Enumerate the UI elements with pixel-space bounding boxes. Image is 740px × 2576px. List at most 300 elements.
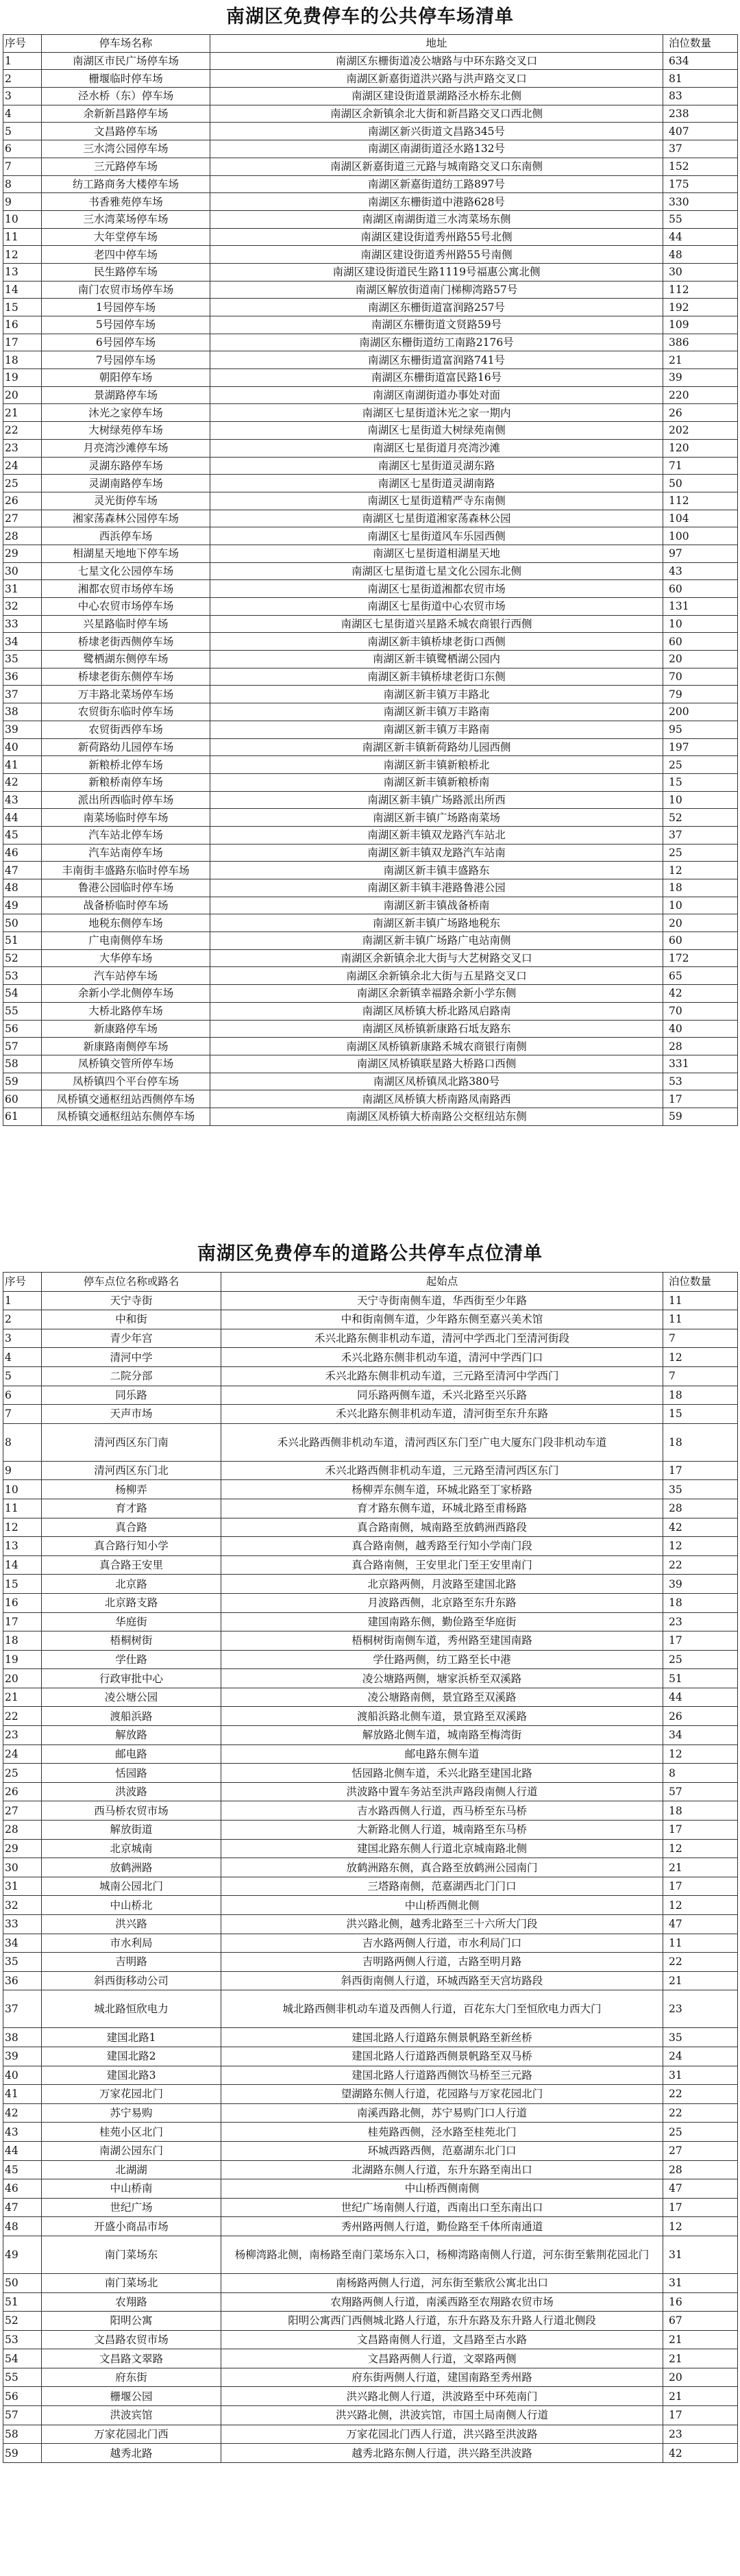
space-count: 20 [663, 914, 738, 932]
row-number: 25 [3, 475, 42, 492]
lot-name: 兴星路临时停车场 [42, 615, 210, 633]
space-count: 28 [663, 1499, 738, 1518]
lot-address: 南湖区南湖街道办事处对面 [210, 386, 663, 404]
point-location: 万家花园北门西人行道，洪兴路至洪波路 [221, 2425, 663, 2444]
lot-address: 南湖区解放街道南门梯柳湾路57号 [210, 281, 663, 299]
point-name: 西马桥农贸市场 [42, 1801, 221, 1821]
space-count: 37 [663, 140, 738, 158]
header-name: 停车场名称 [42, 35, 210, 53]
table-row [3, 386, 738, 404]
space-count: 197 [663, 738, 738, 756]
lot-name: 桥埭老街西侧停车场 [42, 633, 210, 651]
row-number: 50 [3, 914, 42, 932]
lot-address: 南湖区七星街道湘家荡森林公园 [210, 510, 663, 527]
point-name: 解放路 [42, 1726, 221, 1745]
lot-address: 南湖区七星街道兴星路禾城农商银行西侧 [210, 615, 663, 633]
table-row [3, 2312, 738, 2331]
table-row [3, 2273, 738, 2292]
row-number: 59 [3, 1073, 42, 1090]
table-row [3, 651, 738, 668]
point-name: 斜西街移动公司 [42, 1971, 221, 1990]
table-row [3, 510, 738, 527]
lot-name: 鹭栖湖东侧停车场 [42, 651, 210, 668]
row-number: 6 [3, 140, 42, 158]
space-count: 44 [663, 228, 738, 246]
space-count: 39 [663, 1575, 738, 1594]
point-name: 北京路支路 [42, 1593, 221, 1612]
lot-address: 南湖区七星街道沐光之家一期内 [210, 404, 663, 422]
space-count: 67 [663, 2312, 738, 2331]
space-count: 57 [663, 1782, 738, 1801]
lot-address: 南湖区新丰镇桥埭老街口西侧 [210, 633, 663, 651]
lot-name: 派出所西临时停车场 [42, 791, 210, 809]
space-count: 35 [663, 1480, 738, 1499]
row-number: 32 [3, 1896, 42, 1915]
road-points-table [3, 1272, 738, 2463]
row-number: 39 [3, 721, 42, 738]
point-location: 凌公塘路两侧，塘家浜桥至双溪路 [221, 1669, 663, 1688]
point-name: 世纪广场 [42, 2198, 221, 2217]
space-count: 47 [663, 1915, 738, 1934]
lot-name: 七星文化公园停车场 [42, 562, 210, 580]
lot-address: 南湖区余新镇余北大街与五星路交叉口 [210, 967, 663, 985]
point-name: 清河中学 [42, 1348, 221, 1367]
row-number: 32 [3, 598, 42, 616]
table-row [3, 2028, 738, 2047]
lot-address: 南湖区新丰镇万丰路北 [210, 686, 663, 703]
table-row [3, 2406, 738, 2425]
lot-name: 5号园停车场 [42, 316, 210, 334]
table-row [3, 1038, 738, 1055]
space-count: 26 [663, 404, 738, 422]
space-count: 60 [663, 580, 738, 598]
point-location: 梧桐树街南侧车道，秀州路至建国南路 [221, 1631, 663, 1651]
row-number: 50 [3, 2273, 42, 2292]
lot-name: 灵光街停车场 [42, 492, 210, 510]
row-number: 29 [3, 545, 42, 562]
point-name: 洪波宾馆 [42, 2406, 221, 2425]
table-row [3, 703, 738, 721]
row-number: 56 [3, 1020, 42, 1038]
space-count: 152 [663, 158, 738, 175]
table-row [3, 2103, 738, 2123]
header-count: 泊位数量 [663, 1273, 738, 1292]
point-location: 杨柳湾路北侧，南杨路至南门菜场东入口，杨柳湾路南侧人行道，河东街至紫荆花园北门 [221, 2236, 663, 2273]
point-name: 梧桐树街 [42, 1631, 221, 1651]
lot-address: 南湖区余新镇余北大街与大艺树路交叉口 [210, 949, 663, 967]
table-row [3, 369, 738, 387]
space-count: 17 [663, 2198, 738, 2217]
row-number: 11 [3, 228, 42, 246]
table-row [3, 1291, 738, 1310]
table-row [3, 457, 738, 475]
point-name: 文昌路文翠路 [42, 2349, 221, 2368]
row-number: 8 [3, 175, 42, 193]
point-location: 禾兴北路东侧非机动车道，清河街至东升东路 [221, 1405, 663, 1424]
point-name: 北京路 [42, 1575, 221, 1594]
space-count: 44 [663, 1688, 738, 1707]
row-number: 28 [3, 1821, 42, 1840]
point-location: 建国北路人行道路西侧饮马桥至三元路 [221, 2066, 663, 2085]
row-number: 52 [3, 949, 42, 967]
lot-name: 相湖星天地地下停车场 [42, 545, 210, 562]
table-row [3, 914, 738, 932]
lot-name: 万丰路北菜场停车场 [42, 686, 210, 703]
lot-name: 灵湖南路停车场 [42, 475, 210, 492]
space-count: 12 [663, 1537, 738, 1556]
lot-address: 南湖区新丰镇双龙路汽车站南 [210, 844, 663, 862]
table-row [3, 2123, 738, 2142]
lot-name: 中心农贸市场停车场 [42, 598, 210, 616]
space-count: 10 [663, 791, 738, 809]
row-number: 33 [3, 1915, 42, 1934]
table-row [3, 1386, 738, 1405]
space-count: 25 [663, 1650, 738, 1669]
space-count: 26 [663, 1707, 738, 1726]
row-number: 12 [3, 246, 42, 264]
lot-name: 新粮桥北停车场 [42, 756, 210, 774]
point-location: 北京路两侧，月波路至建国北路 [221, 1575, 663, 1594]
lot-address: 南湖区新丰镇广场路派出所西 [210, 791, 663, 809]
row-number: 19 [3, 1650, 42, 1669]
table-row [3, 193, 738, 211]
space-count: 42 [663, 1518, 738, 1537]
space-count: 28 [663, 2160, 738, 2179]
point-location: 放鹤洲路东侧，真合路至放鹤洲公园南门 [221, 1858, 663, 1877]
lot-name: 凤桥镇四个平台停车场 [42, 1073, 210, 1090]
point-location: 同乐路两侧车道，禾兴北路至兴乐路 [221, 1386, 663, 1405]
point-location: 建国北路人行道路东侧景帆路至新丝桥 [221, 2028, 663, 2047]
table-row [3, 598, 738, 616]
point-name: 真合路 [42, 1518, 221, 1537]
space-count: 48 [663, 246, 738, 264]
row-number: 7 [3, 158, 42, 175]
point-location: 府东街两侧人行道，建国南路至秀州路 [221, 2368, 663, 2387]
row-number: 17 [3, 334, 42, 351]
row-number: 44 [3, 2141, 42, 2160]
table-row [3, 281, 738, 299]
table-row [3, 2349, 738, 2368]
table-row [3, 228, 738, 246]
space-count: 21 [663, 2330, 738, 2349]
table-row [3, 1612, 738, 1631]
point-location: 杨柳弄东侧车道，环城北路至丁家桥路 [221, 1480, 663, 1499]
lot-name: 三元路停车场 [42, 158, 210, 175]
space-count: 330 [663, 193, 738, 211]
space-count: 31 [663, 2273, 738, 2292]
table-row [3, 2160, 738, 2179]
point-location: 禾兴北路西侧非机动车道，清河西区东门至广电大厦东门段非机动车道 [221, 1423, 663, 1461]
table-row [3, 1821, 738, 1840]
table-row [3, 1990, 738, 2028]
point-name: 建国北路3 [42, 2066, 221, 2085]
table-row [3, 844, 738, 862]
point-name: 苏宁易购 [42, 2103, 221, 2123]
row-number: 57 [3, 1038, 42, 1055]
row-number: 3 [3, 88, 42, 105]
space-count: 12 [663, 1348, 738, 1367]
point-location: 洪兴路北侧，洪波宾馆，市国土局南侧人行道 [221, 2406, 663, 2425]
point-location: 建国北路人行道路西侧景帆路至双马桥 [221, 2047, 663, 2066]
space-count: 31 [663, 2066, 738, 2085]
point-location: 真合路南侧，城南路至放鹤洲西路段 [221, 1518, 663, 1537]
table-row [3, 738, 738, 756]
space-count: 25 [663, 756, 738, 774]
table-row [3, 756, 738, 774]
point-location: 文昌路两侧人行道，文翠路两侧 [221, 2349, 663, 2368]
row-number: 23 [3, 1726, 42, 1745]
point-location: 洪兴路北侧人行道，洪波路至中环苑南门 [221, 2387, 663, 2406]
space-count: 12 [663, 2217, 738, 2236]
table-row [3, 773, 738, 791]
row-number: 60 [3, 1090, 42, 1108]
lot-name: 新康路停车场 [42, 1020, 210, 1038]
row-number: 14 [3, 1555, 42, 1575]
space-count: 7 [663, 1329, 738, 1348]
table-row [3, 1329, 738, 1348]
table-row [3, 527, 738, 545]
row-number: 29 [3, 1839, 42, 1858]
point-location: 城北路西侧非机动车道及西侧人行道，百花东大门至恒欣电力西大门 [221, 1990, 663, 2028]
space-count: 24 [663, 2047, 738, 2066]
point-name: 真合路王安里 [42, 1555, 221, 1575]
table-row [3, 316, 738, 334]
table-row [3, 1726, 738, 1745]
table-row [3, 1764, 738, 1783]
lot-name: 泾水桥（东）停车场 [42, 88, 210, 105]
row-number: 12 [3, 1518, 42, 1537]
table-row [3, 422, 738, 440]
table-row [3, 1801, 738, 1821]
point-name: 天宁寺街 [42, 1291, 221, 1310]
point-location: 望湖路东侧人行道，花园路与万家花园北门 [221, 2085, 663, 2104]
row-number: 55 [3, 2368, 42, 2387]
space-count: 112 [663, 281, 738, 299]
lot-address: 南湖区建设街道秀州路55号北侧 [210, 228, 663, 246]
point-name: 开盛小商品市场 [42, 2217, 221, 2236]
lot-name: 广电南侧停车场 [42, 932, 210, 950]
row-number: 55 [3, 1002, 42, 1020]
row-number: 38 [3, 703, 42, 721]
point-location: 禾兴北路东侧非机动车道，三元路至清河中学西门 [221, 1366, 663, 1386]
space-count: 220 [663, 386, 738, 404]
space-count: 25 [663, 844, 738, 862]
row-number: 44 [3, 809, 42, 827]
lot-address: 南湖区新嘉街道洪兴路与洪声路交叉口 [210, 70, 663, 88]
row-number: 57 [3, 2406, 42, 2425]
table-row [3, 263, 738, 281]
table-row [3, 140, 738, 158]
lot-name: 栅堰临时停车场 [42, 70, 210, 88]
space-count: 17 [663, 2406, 738, 2425]
row-number: 58 [3, 2425, 42, 2444]
row-number: 54 [3, 2349, 42, 2368]
point-name: 放鹤洲路 [42, 1858, 221, 1877]
table-row [3, 2425, 738, 2444]
row-number: 26 [3, 492, 42, 510]
lot-address: 南湖区新丰镇战备桥南 [210, 897, 663, 914]
point-name: 万家花园北门 [42, 2085, 221, 2104]
table-row [3, 1745, 738, 1764]
header-address: 地址 [210, 35, 663, 53]
space-count: 17 [663, 1877, 738, 1896]
point-location: 恬园路北侧车道，禾兴北路至建国北路 [221, 1764, 663, 1783]
lot-name: 6号园停车场 [42, 334, 210, 351]
lot-name: 纺工路商务大楼停车场 [42, 175, 210, 193]
space-count: 25 [663, 2123, 738, 2142]
lot-address: 南湖区七星街道中心农贸市场 [210, 598, 663, 616]
row-number: 24 [3, 457, 42, 475]
row-number: 40 [3, 738, 42, 756]
row-number: 53 [3, 967, 42, 985]
road-points-section [0, 1236, 740, 2463]
point-name: 学仕路 [42, 1650, 221, 1669]
point-name: 杨柳弄 [42, 1480, 221, 1499]
row-number: 42 [3, 2103, 42, 2123]
space-count: 83 [663, 88, 738, 105]
space-count: 21 [663, 2387, 738, 2406]
table-row [3, 2387, 738, 2406]
space-count: 59 [663, 1108, 738, 1125]
point-name: 清河西区东门南 [42, 1423, 221, 1461]
space-count: 16 [663, 2292, 738, 2312]
row-number: 48 [3, 2217, 42, 2236]
lot-address: 南湖区新嘉街道三元路与城南路交叉口东南侧 [210, 158, 663, 175]
space-count: 55 [663, 210, 738, 228]
lot-address: 南湖区新丰镇广场路广电站南侧 [210, 932, 663, 950]
row-number: 31 [3, 1877, 42, 1896]
point-location: 世纪广场南侧人行道，西南出口至东南出口 [221, 2198, 663, 2217]
lot-address: 南湖区新兴街道文昌路345号 [210, 123, 663, 140]
lot-address: 南湖区东栅街道文贤路59号 [210, 316, 663, 334]
row-number: 49 [3, 2236, 42, 2273]
lot-address: 南湖区七星街道湘都农贸市场 [210, 580, 663, 598]
row-number: 33 [3, 615, 42, 633]
point-location: 禾兴北路东侧非机动车道，清河中学西北门至清河街段 [221, 1329, 663, 1348]
point-location: 凌公塘路南侧，景宜路至双溪路 [221, 1688, 663, 1707]
point-location: 三塔路南侧，范嘉湖西北门门口 [221, 1877, 663, 1896]
space-count: 70 [663, 668, 738, 686]
lot-name: 鲁港公园临时停车场 [42, 879, 210, 897]
point-location: 农翔路两侧人行道，南溪西路至农翔路农贸市场 [221, 2292, 663, 2312]
table-row [3, 1971, 738, 1990]
row-number: 45 [3, 2160, 42, 2179]
lot-name: 凤桥镇交管所停车场 [42, 1055, 210, 1073]
point-location: 中和街南侧车道，少年路东侧至嘉兴美术馆 [221, 1310, 663, 1329]
lot-name: 书香雅苑停车场 [42, 193, 210, 211]
point-location: 吉水路两侧人行道，市水利局门口 [221, 1934, 663, 1953]
space-count: 79 [663, 686, 738, 703]
lot-name: 余新新昌路停车场 [42, 105, 210, 123]
table-row [3, 88, 738, 105]
row-number: 4 [3, 105, 42, 123]
table-row [3, 1953, 738, 1972]
point-name: 中和街 [42, 1310, 221, 1329]
row-number: 8 [3, 1423, 42, 1461]
row-number: 21 [3, 404, 42, 422]
point-name: 市水利局 [42, 1934, 221, 1953]
table-row [3, 52, 738, 70]
space-count: 42 [663, 2444, 738, 2463]
space-count: 12 [663, 862, 738, 879]
row-number: 18 [3, 1631, 42, 1651]
table-row [3, 2085, 738, 2104]
row-number: 53 [3, 2330, 42, 2349]
lot-name: 新粮桥南停车场 [42, 773, 210, 791]
lot-name: 老四中停车场 [42, 246, 210, 264]
space-count: 12 [663, 1896, 738, 1915]
point-name: 南门菜场东 [42, 2236, 221, 2273]
row-number: 20 [3, 1669, 42, 1688]
row-number: 7 [3, 1405, 42, 1424]
row-number: 27 [3, 510, 42, 527]
lot-address: 南湖区余新镇余北大街和新昌路交叉口西北侧 [210, 105, 663, 123]
lot-address: 南湖区新丰镇丰港路鲁港公园 [210, 879, 663, 897]
point-name: 吉明路 [42, 1953, 221, 1972]
lot-name: 桥埭老街东侧停车场 [42, 668, 210, 686]
space-count: 10 [663, 615, 738, 633]
row-number: 41 [3, 756, 42, 774]
lot-address: 南湖区七星街道大树绿苑南侧 [210, 422, 663, 440]
lot-address: 南湖区余新镇幸福路余新小学东侧 [210, 985, 663, 1003]
point-location: 洪波路中置车务站至洪声路段南侧人行道 [221, 1782, 663, 1801]
point-name: 桂苑小区北门 [42, 2123, 221, 2142]
table-header-row [3, 1273, 738, 1292]
row-number: 5 [3, 123, 42, 140]
table-row [3, 1348, 738, 1367]
row-number: 54 [3, 985, 42, 1003]
row-number: 19 [3, 369, 42, 387]
point-location: 月波路西侧，北京路至东升东路 [221, 1593, 663, 1612]
header-count: 泊位数量 [663, 35, 738, 53]
lot-name: 大华停车场 [42, 949, 210, 967]
lot-address: 南湖区新丰镇新荷路幼儿园西侧 [210, 738, 663, 756]
lot-name: 南门农贸市场停车场 [42, 281, 210, 299]
point-location: 阳明公寓西门西侧城北路人行道，东升东路及东升路人行道北侧段 [221, 2312, 663, 2331]
space-count: 172 [663, 949, 738, 967]
table-row [3, 2236, 738, 2273]
table-row [3, 1480, 738, 1499]
lot-address: 南湖区新丰镇鹭栖湖公园内 [210, 651, 663, 668]
lot-address: 南湖区新丰镇广场路南菜场 [210, 809, 663, 827]
point-name: 二院分部 [42, 1366, 221, 1386]
space-count: 238 [663, 105, 738, 123]
space-count: 104 [663, 510, 738, 527]
row-number: 46 [3, 844, 42, 862]
point-name: 凌公塘公园 [42, 1688, 221, 1707]
table-row [3, 1575, 738, 1594]
row-number: 15 [3, 1575, 42, 1594]
lot-name: 1号园停车场 [42, 299, 210, 316]
point-location: 南溪西路北侧，苏宁易购门口人行道 [221, 2103, 663, 2123]
lot-address: 南湖区凤桥镇凤北路380号 [210, 1073, 663, 1090]
table-row [3, 175, 738, 193]
point-location: 禾兴北路东侧非机动车道，清河中学西门口 [221, 1348, 663, 1367]
point-location: 大新路北侧人行道，城南路至东马桥 [221, 1821, 663, 1840]
table-row [3, 1090, 738, 1108]
space-count: 8 [663, 1764, 738, 1783]
row-number: 35 [3, 651, 42, 668]
lot-name: 朝阳停车场 [42, 369, 210, 387]
row-number: 52 [3, 2312, 42, 2331]
table-row [3, 791, 738, 809]
table-row [3, 1593, 738, 1612]
lot-address: 南湖区凤桥镇大桥南路凤南路西 [210, 1090, 663, 1108]
space-count: 27 [663, 2141, 738, 2160]
row-number: 10 [3, 1480, 42, 1499]
point-name: 邮电路 [42, 1745, 221, 1764]
point-location: 洪兴路北侧，越秀北路至三十六所大门段 [221, 1915, 663, 1934]
